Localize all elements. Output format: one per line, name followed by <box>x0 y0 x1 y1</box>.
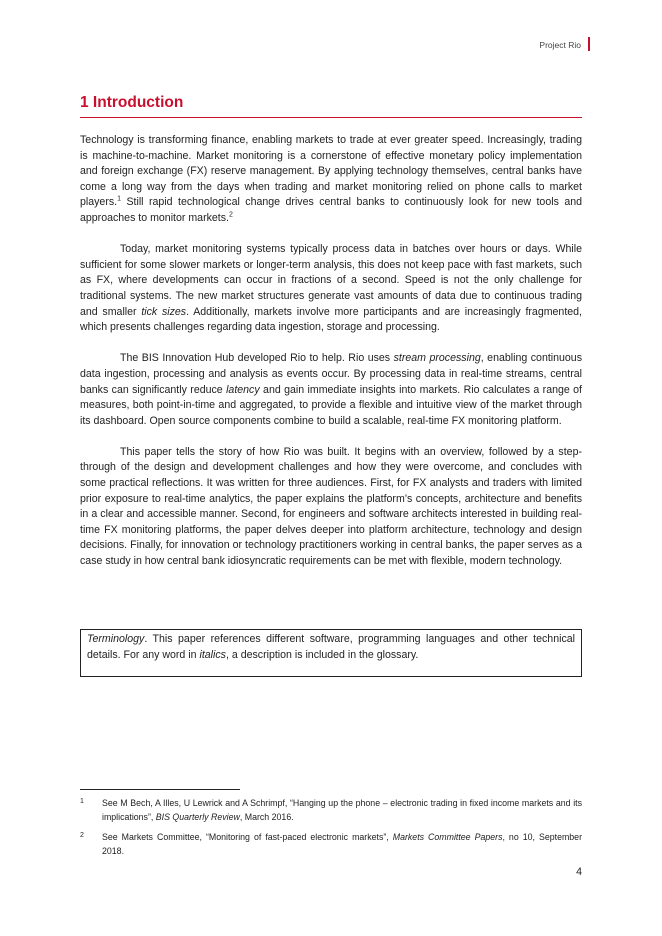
paragraph-text: , enabling continuous data ingestion, processing and analysis as events occur. By processing data in real-time streams, central banks can significantly reduce <box>80 352 582 396</box>
terminology-text: , a description is included in the glossary. <box>225 648 419 661</box>
footnote-1 <box>80 796 582 824</box>
paragraph-text: . Additionally, markets involve more participants and are increasingly fragmented, which presents challenges regarding data ingestion, storage and processing. <box>80 305 582 334</box>
footnote-ref-2: 2 <box>228 211 233 219</box>
footnote-number: 1 <box>80 798 84 805</box>
footnote-citation: See M Bech, A Illes, U Lewrick and A Schrimpf, “Hanging up the phone – electronic trading in fixed income markets and its implications”, <box>102 798 582 822</box>
terminology-label: Terminology <box>87 633 145 645</box>
paragraph-text: The BIS Innovation Hub developed Rio to help. Rio uses <box>120 352 394 365</box>
paragraph-text: This paper tells the story of how Rio was built. It begins with an overview, followed by a step-through of the design and development challenges and how they were overcome, and concludes with some practical reflections. It was written for three audiences. First, for FX analysts and traders with limited prior exposure to real-time analytics, the paper explains the platform’s concepts, architecture and benefits in a clear and accessible manner. Second, for engineers and software architects interested in building real-time FX monitoring platforms, the paper delves deeper into platform architecture, technology and design decisions. Finally, for innovation or technology practitioners working in central banks, the paper serves as a case study in how central bank idiosyncratic requirements can be met with flexible, modern technology. <box>80 445 582 568</box>
terminology-italics: italics <box>199 648 226 661</box>
glossary-term: latency <box>226 383 260 396</box>
paragraph-text: and gain immediate insights into markets. Rio calculates a range of measures, both point-in-time and aggregated, to provide a flexible and intuitive view of the market through its dashboard. Open source components combine to build a scalable, real-time FX monitoring platform. <box>80 383 582 427</box>
footnote-ref-1: 1 <box>117 195 121 203</box>
footnotes <box>80 796 582 864</box>
footnote-text <box>102 796 582 824</box>
footnote-text <box>102 830 582 858</box>
paragraph-text: Still rapid technological change drives central banks to continuously look for new tools and approaches to monitor markets. <box>80 196 582 224</box>
body-text <box>80 133 582 585</box>
footnote-citation: , March 2016. <box>239 812 294 822</box>
paragraph-text: Today, market monitoring systems typically process data in batches over hours or days. While sufficient for some slower markets or longer-term analysis, this does not keep pace with fast markets, such as FX, where developments can occur in fractions of a second. Speed is not the only challenge for traditional systems. The new market structures generate vast amounts of data due to continuous trading and smaller <box>80 243 582 318</box>
paragraph-2 <box>80 242 582 336</box>
terminology-text: . This paper references different software, programming languages and other technical details. For any word in <box>87 633 575 661</box>
footnote-publication: Markets Committee Papers <box>392 832 503 842</box>
header-accent-bar <box>588 37 590 51</box>
section-heading: 1 Introduction <box>80 94 582 118</box>
footnote-citation: , no 10, September 2018. <box>102 832 582 856</box>
paragraph-4 <box>80 445 582 570</box>
footnote-publication: BIS Quarterly Review <box>155 812 240 822</box>
paragraph-text: Technology is transforming finance, enabling markets to trade at ever greater speed. Increasingly, trading is machine-to-machine. Market monitoring is a cornerstone of effective monetary policy implementation and foreign exchange (FX) reserve management. By applying technology themselves, central banks have come a long way from the days when trading and market monitoring relied on phone calls to market players. <box>80 134 582 209</box>
page-number: 4 <box>576 866 582 878</box>
glossary-term: tick sizes <box>141 305 187 318</box>
footnote-number: 2 <box>80 832 84 839</box>
footnote-citation: See Markets Committee, “Monitoring of fast-paced electronic markets”, <box>102 832 393 842</box>
glossary-term: stream processing <box>393 352 481 365</box>
paragraph-1 <box>80 133 582 227</box>
running-header-title: Project Rio <box>539 40 581 50</box>
footnote-2 <box>80 830 582 858</box>
paragraph-3 <box>80 351 582 429</box>
footnote-divider <box>80 789 240 790</box>
terminology-box <box>80 629 582 677</box>
